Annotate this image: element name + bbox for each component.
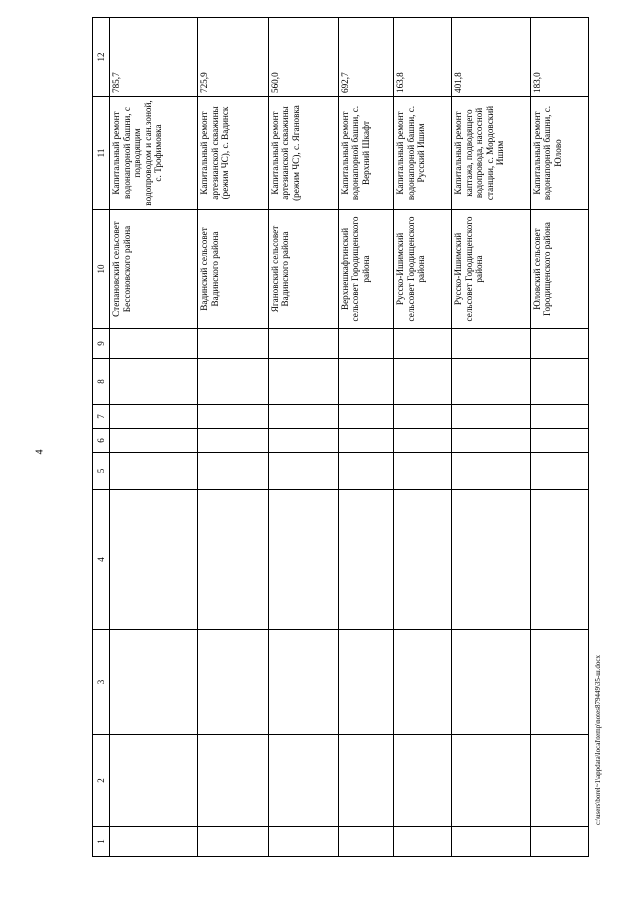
empty-cell (110, 359, 198, 405)
municipality-cell: Юловский сельсовет Городищенского района (530, 210, 588, 329)
project-description-cell: Капитальный ремонт артезианской скважины (режим ЧС), с. Вадинск (198, 97, 268, 210)
amount-cell: 692,7 (338, 18, 393, 97)
empty-cell (110, 329, 198, 359)
empty-cell (394, 405, 452, 429)
empty-cell (110, 429, 198, 453)
document-stage (92, 18, 589, 857)
table-row (530, 18, 588, 857)
project-description-cell: Капитальный ремонт водонапорной башни, с. Юлово (530, 97, 588, 210)
amount-cell: 560,0 (268, 18, 338, 97)
column-number: 4 (93, 490, 110, 630)
empty-cell (268, 453, 338, 490)
empty-cell (338, 630, 393, 735)
empty-cell (530, 735, 588, 827)
project-description-cell: Капитальный ремонт каптажа, подводящего водопровода, насосной станции, с. Мордовский Ишим (452, 97, 530, 210)
empty-cell (452, 359, 530, 405)
empty-cell (338, 453, 393, 490)
empty-cell (530, 453, 588, 490)
empty-cell (394, 329, 452, 359)
page-number: 4 (34, 449, 46, 455)
empty-cell (394, 490, 452, 630)
table-row (110, 18, 198, 857)
table-row (338, 18, 393, 857)
project-description-cell: Капитальный ремонт водонапорной башни, с. Русский Ишим (394, 97, 452, 210)
empty-cell (268, 359, 338, 405)
document-table (92, 17, 589, 857)
table-row (198, 18, 268, 857)
empty-cell (268, 429, 338, 453)
amount-cell: 183,0 (530, 18, 588, 97)
column-number: 9 (93, 329, 110, 359)
empty-cell (268, 490, 338, 630)
empty-cell (394, 429, 452, 453)
empty-cell (452, 827, 530, 857)
empty-cell (110, 453, 198, 490)
empty-cell (452, 429, 530, 453)
municipality-cell: Степановский сельсовет Бессоновского района (110, 210, 198, 329)
empty-cell (268, 329, 338, 359)
table-row (268, 18, 338, 857)
municipality-cell: Верхнешкафтинский сельсовет Городищенского района (338, 210, 393, 329)
empty-cell (198, 827, 268, 857)
empty-cell (394, 827, 452, 857)
empty-cell (452, 490, 530, 630)
amount-cell: 401,8 (452, 18, 530, 97)
empty-cell (338, 490, 393, 630)
empty-cell (198, 359, 268, 405)
empty-cell (198, 490, 268, 630)
column-number: 12 (93, 18, 110, 97)
empty-cell (338, 429, 393, 453)
column-number-row (93, 18, 110, 857)
empty-cell (530, 359, 588, 405)
empty-cell (530, 329, 588, 359)
column-number: 8 (93, 359, 110, 405)
empty-cell (394, 359, 452, 405)
empty-cell (268, 735, 338, 827)
column-number: 11 (93, 97, 110, 210)
project-description-cell: Капитальный ремонт артезианской скважины (режим ЧС), с. Ягановка (268, 97, 338, 210)
empty-cell (110, 735, 198, 827)
empty-cell (338, 827, 393, 857)
empty-cell (452, 453, 530, 490)
amount-cell: 725,9 (198, 18, 268, 97)
empty-cell (110, 827, 198, 857)
column-number: 3 (93, 630, 110, 735)
empty-cell (452, 329, 530, 359)
project-description-cell: Капитальный ремонт водонапорной башни, с подводящим водопроводом и сан.зоной, с. Трофимовка (110, 97, 198, 210)
municipality-cell: Русско-Ишимский сельсовет Городищенского района (394, 210, 452, 329)
empty-cell (452, 735, 530, 827)
empty-cell (338, 359, 393, 405)
municipality-cell: Ягановский сельсовет Вадинского района (268, 210, 338, 329)
empty-cell (338, 329, 393, 359)
column-number: 5 (93, 453, 110, 490)
column-number: 10 (93, 210, 110, 329)
rotated-table-wrapper (92, 18, 589, 857)
empty-cell (530, 827, 588, 857)
amount-cell: 163,8 (394, 18, 452, 97)
municipality-cell: Вадинский сельсовет Вадинского района (198, 210, 268, 329)
amount-cell: 785,7 (110, 18, 198, 97)
empty-cell (530, 490, 588, 630)
empty-cell (394, 453, 452, 490)
table-body (93, 18, 589, 857)
empty-cell (452, 405, 530, 429)
empty-cell (198, 735, 268, 827)
municipality-cell: Русско-Ишимский сельсовет Городищенского района (452, 210, 530, 329)
table-row (452, 18, 530, 857)
empty-cell (198, 405, 268, 429)
empty-cell (268, 405, 338, 429)
empty-cell (394, 735, 452, 827)
column-number: 6 (93, 429, 110, 453)
empty-cell (394, 630, 452, 735)
empty-cell (268, 827, 338, 857)
empty-cell (198, 429, 268, 453)
empty-cell (452, 630, 530, 735)
empty-cell (530, 429, 588, 453)
empty-cell (110, 490, 198, 630)
column-number: 1 (93, 827, 110, 857)
empty-cell (268, 630, 338, 735)
column-number: 7 (93, 405, 110, 429)
table-row (394, 18, 452, 857)
empty-cell (110, 630, 198, 735)
empty-cell (110, 405, 198, 429)
empty-cell (338, 735, 393, 827)
empty-cell (198, 329, 268, 359)
empty-cell (530, 405, 588, 429)
project-description-cell: Капитальный ремонт водонапорной башни, с. Верхний Шкафт (338, 97, 393, 210)
empty-cell (530, 630, 588, 735)
file-path-footer: c:\users\borel~1\appdata\local\temp\notes879449\35-ш.docx (594, 655, 602, 825)
column-number: 2 (93, 735, 110, 827)
empty-cell (338, 405, 393, 429)
empty-cell (198, 630, 268, 735)
empty-cell (198, 453, 268, 490)
